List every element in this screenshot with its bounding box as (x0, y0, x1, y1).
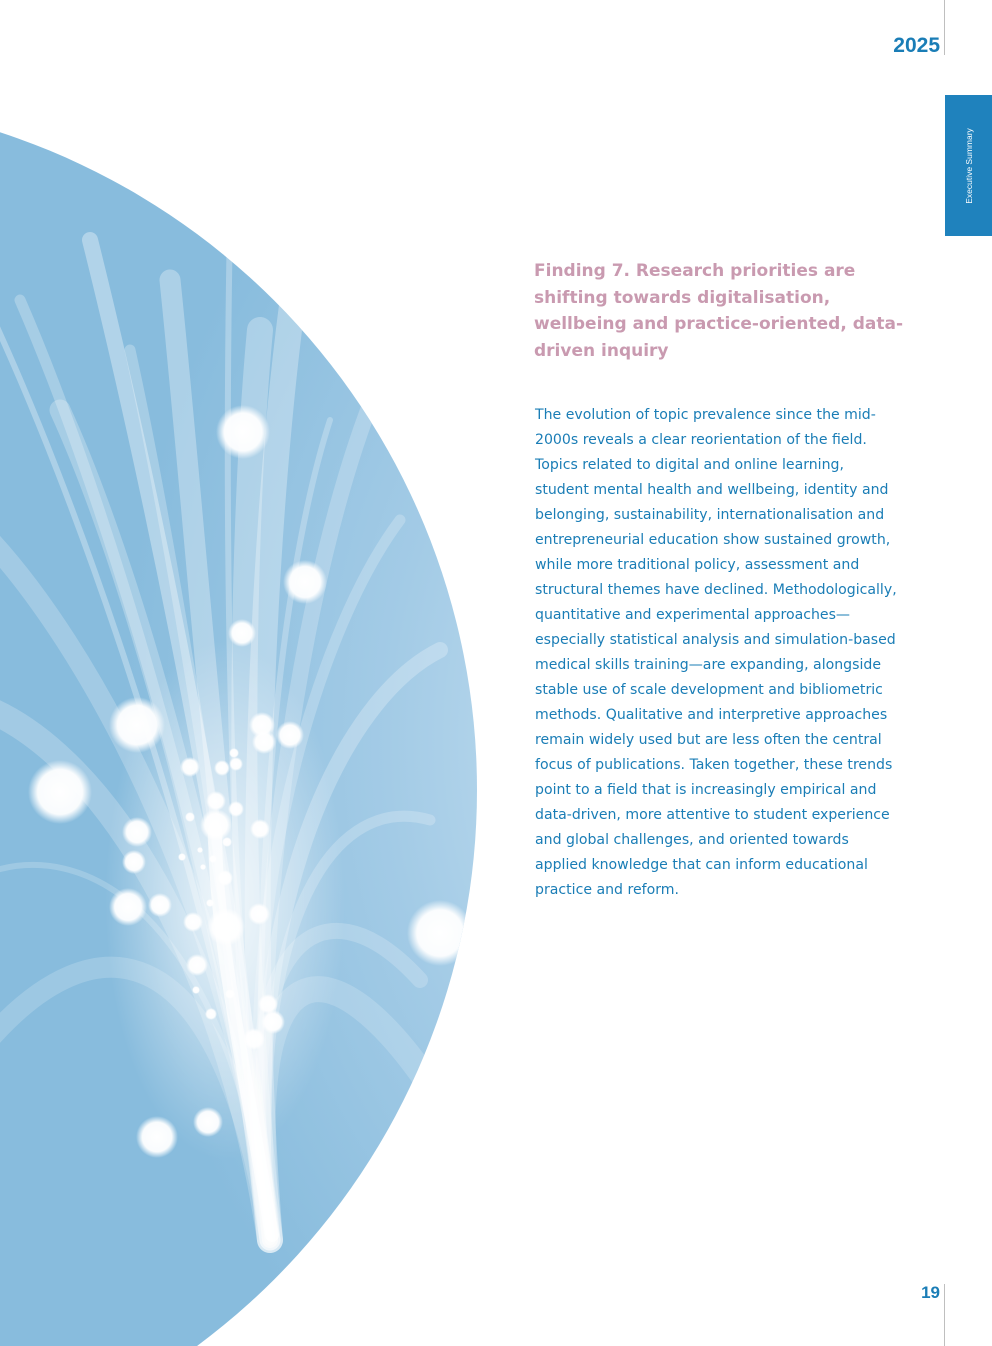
finding-body: The evolution of topic prevalence since the mid-2000s reveals a clear reorientation of the field. Topics related to digital and online learning, student mental health and wellbeing, identity and belonging, sustainability, internationalisation and entrepreneurial education show sustained growth, while more traditional policy, assessment and structural themes have declined. Methodologically, quantitative and experimental approaches—especially statistical analysis and simulation-based medical skills training—are expanding, alongside stable use of scale development and bibliometric methods. Qualitative and interpretive approaches remain widely used but are less often the central focus of publications. Taken together, these trends point to a field that is increasingly empirical and data-driven, more attentive to student experience and global challenges, and oriented towards applied knowledge that can inform educational practice and reform. (535, 407, 897, 898)
light-orb (214, 760, 230, 776)
light-orb (186, 954, 208, 976)
light-orb (28, 760, 92, 824)
light-orb (109, 888, 147, 926)
light-orb (207, 908, 245, 946)
page-number: 19 (921, 1283, 940, 1302)
light-orb (192, 986, 200, 994)
light-orb (209, 855, 217, 863)
light-orb (109, 697, 165, 753)
light-orb (180, 757, 200, 777)
light-orb (225, 989, 235, 999)
light-orb (228, 619, 256, 647)
light-orb (183, 912, 203, 932)
light-orb (252, 730, 276, 754)
light-orb (407, 900, 473, 966)
light-orb (122, 817, 152, 847)
light-orb (228, 801, 244, 817)
light-orb (200, 864, 206, 870)
light-orb (243, 1028, 265, 1050)
light-orb (216, 405, 270, 459)
section-tab-label: Executive Summary (963, 127, 974, 204)
light-orb (185, 812, 195, 822)
light-orb (248, 903, 270, 925)
light-orb (222, 837, 232, 847)
light-orb (229, 757, 243, 771)
light-orb (283, 560, 327, 604)
light-orb (250, 819, 270, 839)
light-orb (276, 721, 304, 749)
light-orb (200, 809, 232, 841)
light-orb (206, 791, 226, 811)
report-year: 2025 (893, 34, 940, 57)
light-orb (148, 893, 172, 917)
light-orb (206, 899, 214, 907)
light-orb (197, 847, 203, 853)
light-orb (193, 1107, 223, 1137)
finding-heading: Finding 7. Research priorities are shifting towards digitalisation, wellbeing and practice-oriented, data-driven inquiry (534, 261, 904, 361)
margin-rule-bottom (944, 1284, 945, 1346)
light-orb (261, 1010, 285, 1034)
light-orb (217, 870, 233, 886)
light-orb (229, 748, 239, 758)
light-orb (136, 1116, 178, 1158)
light-orb (205, 1008, 217, 1020)
light-orb (178, 853, 186, 861)
light-orb (122, 850, 146, 874)
